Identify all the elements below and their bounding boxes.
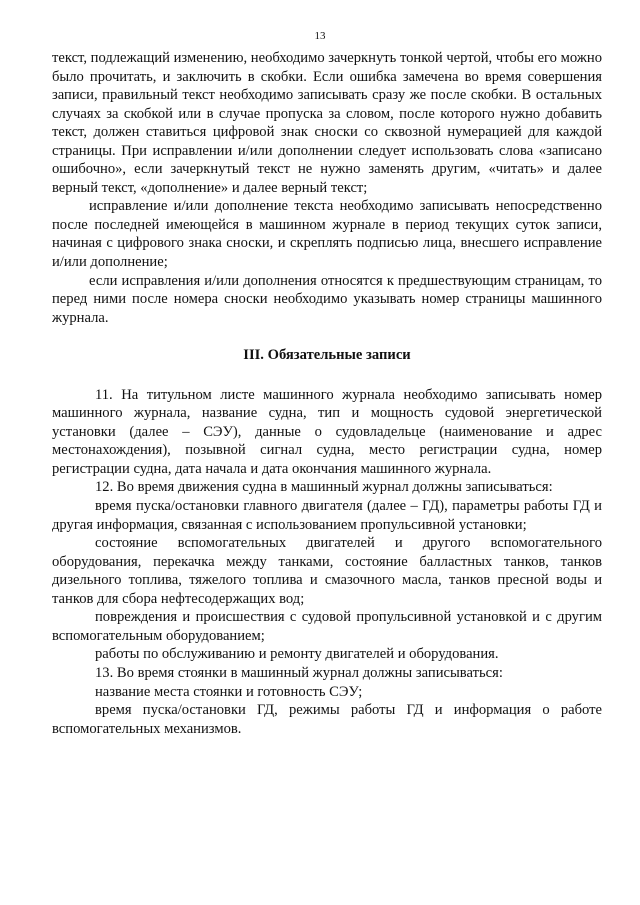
numbered-paragraph-13: 13. Во время стоянки в машинный журнал должны записываться: [95,664,503,681]
paragraph: работы по обслуживанию и ремонту двигателей и оборудования. [95,646,499,663]
document-body [52,49,602,738]
page-number: 13 [314,30,326,42]
paragraph: если исправления и/или дополнения относятся к предшествующим страницам, то перед ними после номера сноски необходимо указывать номер страницы машинного журнала. [52,272,602,326]
paragraph: время пуска/остановки ГД, режимы работы ГД и информация о работе вспомогательных механизмов. [52,702,602,737]
paragraph: повреждения и происшествия с судовой пропульсивной установкой и с другим вспомогательным оборудованием; [52,609,602,644]
paragraph: название места стоянки и готовность СЭУ; [95,683,363,700]
paragraph: состояние вспомогательных двигателей и другого вспомогательного оборудования, перекачка между танками, состояние балластных танков, танков дизельного топлива, тяжелого топлива и смазочного масла, танков пресной воды и танков для сбора нефтесодержащих вод; [52,535,602,607]
numbered-paragraph-12: 12. Во время движения судна в машинный журнал должны записываться: [95,479,553,496]
numbered-paragraph-11: 11. На титульном листе машинного журнала необходимо записывать номер машинного журнала, название судна, тип и мощность судовой энергетической установки (далее – СЭУ), данные о судовладельце (наименование и адрес местонахождения), позывной сигнал судна, место регистрации судна, номер регистрации судна, дата начала и дата окончания машинного журнала. [52,386,602,477]
section-heading: III. Обязательные записи [243,347,411,364]
paragraph: время пуска/остановки главного двигателя (далее – ГД), параметры работы ГД и другая информация, связанная с использованием пропульсивной установки; [52,498,602,533]
paragraph-continued: текст, подлежащий изменению, необходимо зачеркнуть тонкой чертой, чтобы его можно было прочитать, и заключить в скобки. Если ошибка замечена во время совершения записи, правильный текст необходимо записывать сразу же после скобки. В остальных случаях за скобкой или в случае пропуска за словом, после которого нужно добавить текст, должен ставиться цифровой знак сноски со сквозной нумерацией для каждой страницы. При исправлении и/или дополнении следует использовать слова «записано ошибочно», если зачеркнутый текст не нужно заменять другим, «читать» и далее верный текст, «дополнение» и далее верный текст; [52,50,602,196]
paragraph: исправление и/или дополнение текста необходимо записывать непосредственно после последней имеющейся в машинном журнале в период текущих суток записи, начиная с цифрового знака сноски, и скреплять подписью лица, внесшего исправление и/или дополнение; [52,198,602,271]
